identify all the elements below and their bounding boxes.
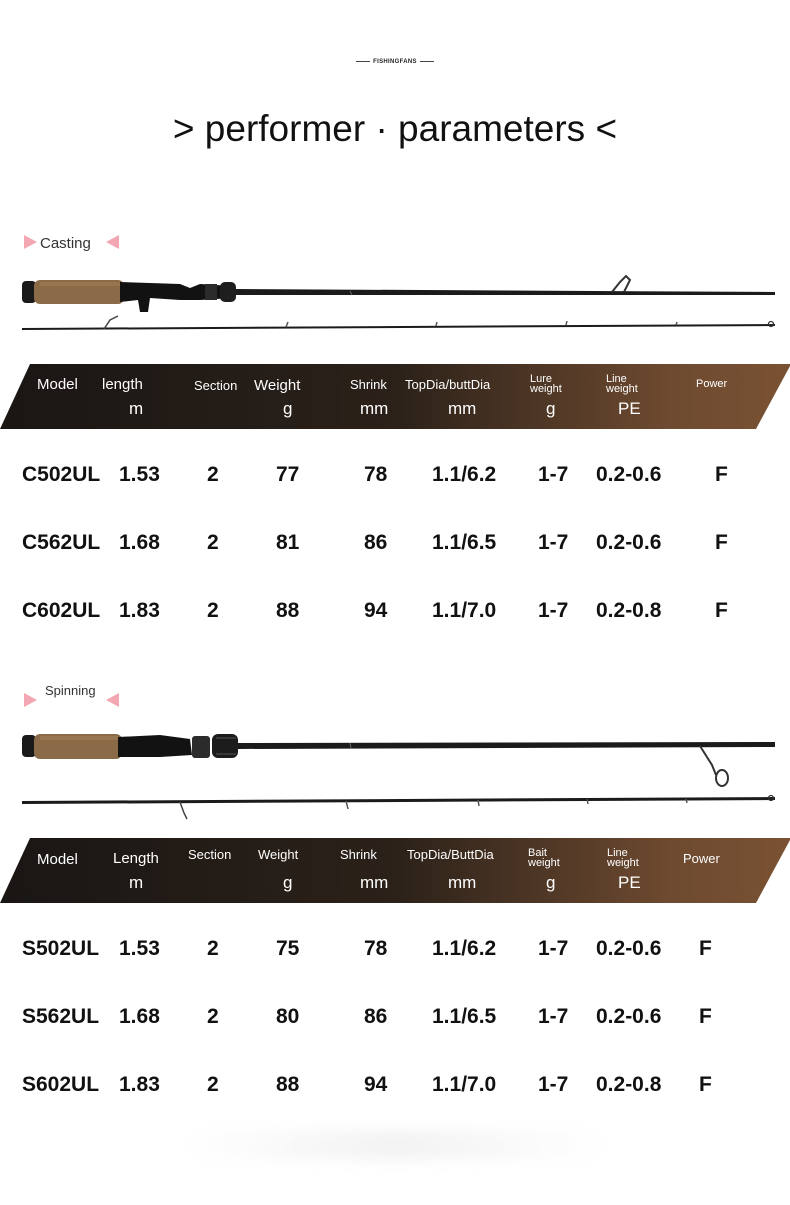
cell-weight: 75 [276, 937, 300, 960]
cell-length: 1.83 [119, 1073, 160, 1096]
cell-length: 1.83 [119, 599, 160, 622]
cell-shrink: 86 [364, 1005, 388, 1028]
cell-bait: 1-7 [538, 1005, 569, 1028]
table-row [0, 1005, 790, 1045]
cell-weight: 81 [276, 531, 300, 554]
spinning-table-header [0, 838, 790, 903]
col-header-power: Power [683, 851, 720, 866]
cell-lure: 1-7 [538, 463, 569, 486]
cell-model: S502UL [22, 937, 100, 960]
cell-weight: 88 [276, 599, 300, 622]
cell-power: F [699, 1073, 712, 1096]
col-header-power: Power [696, 378, 728, 390]
cell-power: F [715, 599, 728, 622]
unit-bait: g [546, 873, 556, 892]
cell-shrink: 86 [364, 531, 388, 554]
cell-dia: 1.1/6.5 [432, 1005, 497, 1028]
col-header-model: Model [37, 851, 78, 868]
cell-power: F [715, 463, 728, 486]
cell-shrink: 94 [364, 599, 388, 622]
triangle-left-icon [106, 693, 119, 707]
col-header-section: Section [194, 378, 238, 393]
cell-model: C502UL [22, 463, 101, 486]
header-band [0, 364, 790, 429]
cell-section: 2 [207, 1005, 219, 1028]
cell-dia: 1.1/6.2 [432, 463, 497, 486]
col-header-shrink: Shrink [340, 847, 377, 862]
header-band [0, 838, 790, 903]
cell-line: 0.2-0.6 [596, 1005, 662, 1028]
casting-rod-image [0, 268, 790, 338]
cell-power: F [699, 937, 712, 960]
cell-bait: 1-7 [538, 937, 569, 960]
col-header-lure-1: Lure [530, 373, 553, 385]
cell-line: 0.2-0.6 [596, 531, 662, 554]
unit-line: PE [618, 399, 641, 418]
unit-lure: g [546, 399, 556, 418]
col-header-shrink: Shrink [350, 377, 387, 392]
cell-lure: 1-7 [538, 531, 569, 554]
col-header-bait-2: weight [528, 857, 560, 869]
cell-dia: 1.1/6.2 [432, 937, 497, 960]
cell-length: 1.68 [119, 531, 160, 554]
col-header-line-1: Line [607, 847, 628, 859]
table-row [0, 599, 790, 639]
cell-length: 1.53 [119, 937, 160, 960]
table-row [0, 937, 790, 977]
faded-watermark [180, 1130, 610, 1160]
cell-line: 0.2-0.8 [596, 599, 662, 622]
brand-text: FISHINGFANS [373, 59, 417, 65]
cell-dia: 1.1/6.5 [432, 531, 497, 554]
col-header-line-2: weight [607, 857, 639, 869]
cell-section: 2 [207, 463, 219, 486]
unit-length: m [129, 873, 144, 892]
col-header-lure-2: weight [530, 383, 562, 395]
brand-divider-left [356, 61, 370, 62]
cell-length: 1.53 [119, 463, 160, 486]
unit-dia: mm [448, 873, 477, 892]
brand-logo [0, 59, 790, 65]
cell-power: F [715, 531, 728, 554]
triangle-right-icon [24, 235, 37, 249]
cell-line: 0.2-0.8 [596, 1073, 662, 1096]
cell-model: S562UL [22, 1005, 100, 1028]
cell-line: 0.2-0.6 [596, 463, 662, 486]
col-header-bait-1: Bait [528, 847, 547, 859]
cell-bait: 1-7 [538, 1073, 569, 1096]
unit-shrink: mm [360, 873, 389, 892]
col-header-line-1: Line [606, 373, 627, 385]
col-header-section: Section [188, 847, 232, 862]
cell-dia: 1.1/7.0 [432, 1073, 497, 1096]
cell-shrink: 94 [364, 1073, 388, 1096]
section-label-spinning: Spinning [45, 683, 96, 698]
unit-line: PE [618, 873, 641, 892]
casting-table-header [0, 364, 790, 429]
table-row [0, 531, 790, 571]
cell-model: C562UL [22, 531, 101, 554]
cell-section: 2 [207, 1073, 219, 1096]
table-row [0, 1073, 790, 1113]
cell-line: 0.2-0.6 [596, 937, 662, 960]
cell-section: 2 [207, 937, 219, 960]
col-header-length: length [102, 376, 143, 393]
cell-weight: 77 [276, 463, 300, 486]
unit-weight: g [283, 399, 293, 418]
col-header-dia: TopDia/buttDia [405, 377, 491, 392]
unit-shrink: mm [360, 399, 389, 418]
cell-model: S602UL [22, 1073, 100, 1096]
triangle-right-icon [24, 693, 37, 707]
col-header-weight: Weight [254, 377, 301, 394]
table-row [0, 463, 790, 503]
triangle-left-icon [106, 235, 119, 249]
section-label-casting: Casting [40, 235, 91, 252]
spinning-rod-image [0, 725, 790, 820]
col-header-weight: Weight [258, 847, 299, 862]
cell-weight: 80 [276, 1005, 300, 1028]
cell-lure: 1-7 [538, 599, 569, 622]
cell-power: F [699, 1005, 712, 1028]
col-header-length: Length [113, 850, 159, 867]
cell-shrink: 78 [364, 937, 388, 960]
cell-dia: 1.1/7.0 [432, 599, 497, 622]
page-title: > performer · parameters < [172, 108, 618, 149]
cell-section: 2 [207, 531, 219, 554]
cell-model: C602UL [22, 599, 101, 622]
unit-weight: g [283, 873, 293, 892]
unit-length: m [129, 399, 144, 418]
col-header-dia: TopDia/ButtDia [407, 847, 494, 862]
brand-divider-right [420, 61, 434, 62]
cell-length: 1.68 [119, 1005, 160, 1028]
cell-weight: 88 [276, 1073, 300, 1096]
cell-section: 2 [207, 599, 219, 622]
cell-shrink: 78 [364, 463, 388, 486]
col-header-line-2: weight [606, 383, 638, 395]
col-header-model: Model [37, 376, 78, 393]
unit-dia: mm [448, 399, 477, 418]
